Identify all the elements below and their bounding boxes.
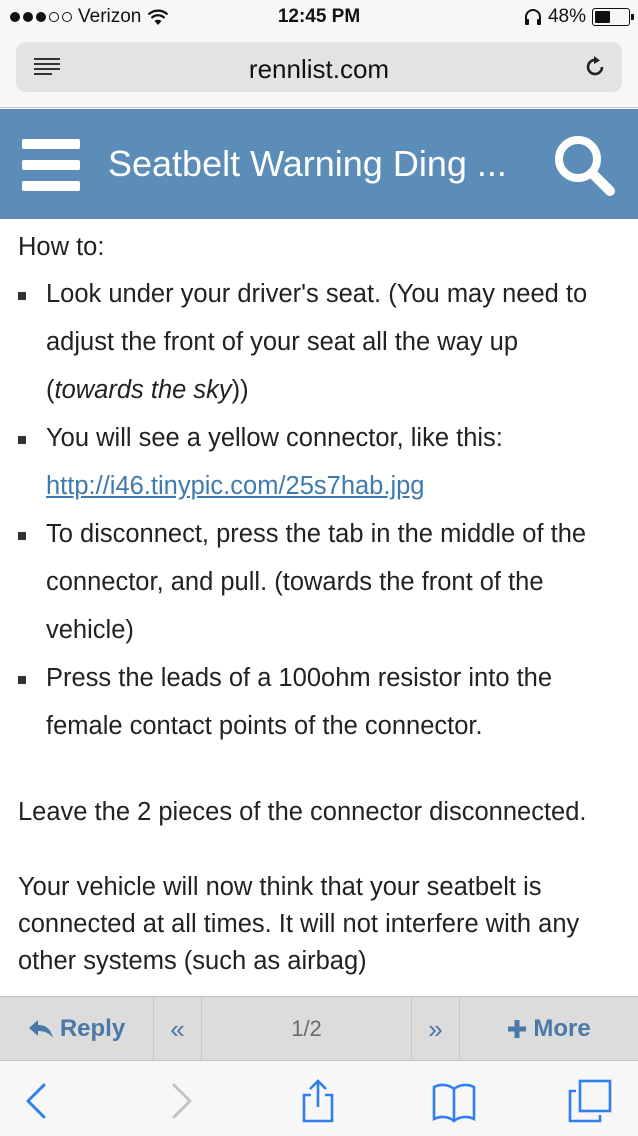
paragraph: Leave the 2 pieces of the connector disconnected. xyxy=(18,798,587,826)
bookmarks-icon[interactable] xyxy=(432,1079,476,1123)
plus-icon xyxy=(507,1019,527,1039)
more-label: More xyxy=(533,1015,591,1042)
reply-arrow-icon xyxy=(28,1019,54,1039)
status-right xyxy=(524,6,630,28)
post-content xyxy=(0,219,638,996)
list-item: You will see a yellow connector, like this: http://i46.tinypic.com/25s7hab.jpg xyxy=(18,414,620,510)
paragraph: Your vehicle will now think that your seatbelt is connected at all times. It will not interfere with any other systems (such as airbag) xyxy=(18,873,580,975)
url-text[interactable]: rennlist.com xyxy=(248,54,390,84)
back-icon[interactable] xyxy=(16,1079,60,1123)
site-header xyxy=(0,109,638,219)
battery-icon xyxy=(592,8,630,26)
share-icon[interactable] xyxy=(296,1079,340,1123)
reload-icon[interactable] xyxy=(582,54,608,80)
next-page-button[interactable]: » xyxy=(412,997,460,1061)
page-indicator[interactable]: 1/2 xyxy=(202,997,412,1061)
tabs-icon[interactable] xyxy=(568,1079,612,1123)
menu-icon[interactable] xyxy=(22,139,80,191)
headphones-icon xyxy=(524,8,542,26)
list-item: To disconnect, press the tab in the middle of the connector, and pull. (towards the front of the vehicle) xyxy=(18,510,620,654)
browser-address-area xyxy=(0,36,638,108)
carrier-name: Verizon xyxy=(78,6,142,27)
forward-icon[interactable] xyxy=(158,1079,202,1123)
more-button[interactable] xyxy=(460,997,638,1061)
forum-toolbar xyxy=(0,996,638,1060)
reply-button[interactable] xyxy=(0,997,154,1061)
list-item: Look under your driver's seat. (You may need to adjust the front of your seat all the way up (towards the sky)) xyxy=(18,270,620,414)
clock: 12:45 PM xyxy=(277,6,361,27)
battery-fill xyxy=(595,11,610,23)
battery-percent: 48% xyxy=(547,6,586,27)
page-title: Seatbelt Warning Ding ... xyxy=(108,143,507,184)
prev-page-button[interactable]: « xyxy=(154,997,202,1061)
how-to-heading: How to: xyxy=(18,233,105,261)
address-bar[interactable] xyxy=(16,42,622,92)
image-link[interactable]: http://i46.tinypic.com/25s7hab.jpg xyxy=(46,472,425,500)
list-item: Press the leads of a 100ohm resistor into the female contact points of the connector. xyxy=(18,654,620,750)
steps-list xyxy=(18,270,620,750)
status-bar xyxy=(0,0,638,36)
search-icon[interactable] xyxy=(552,133,616,197)
reply-label: Reply xyxy=(59,1015,126,1042)
browser-toolbar xyxy=(0,1060,638,1136)
